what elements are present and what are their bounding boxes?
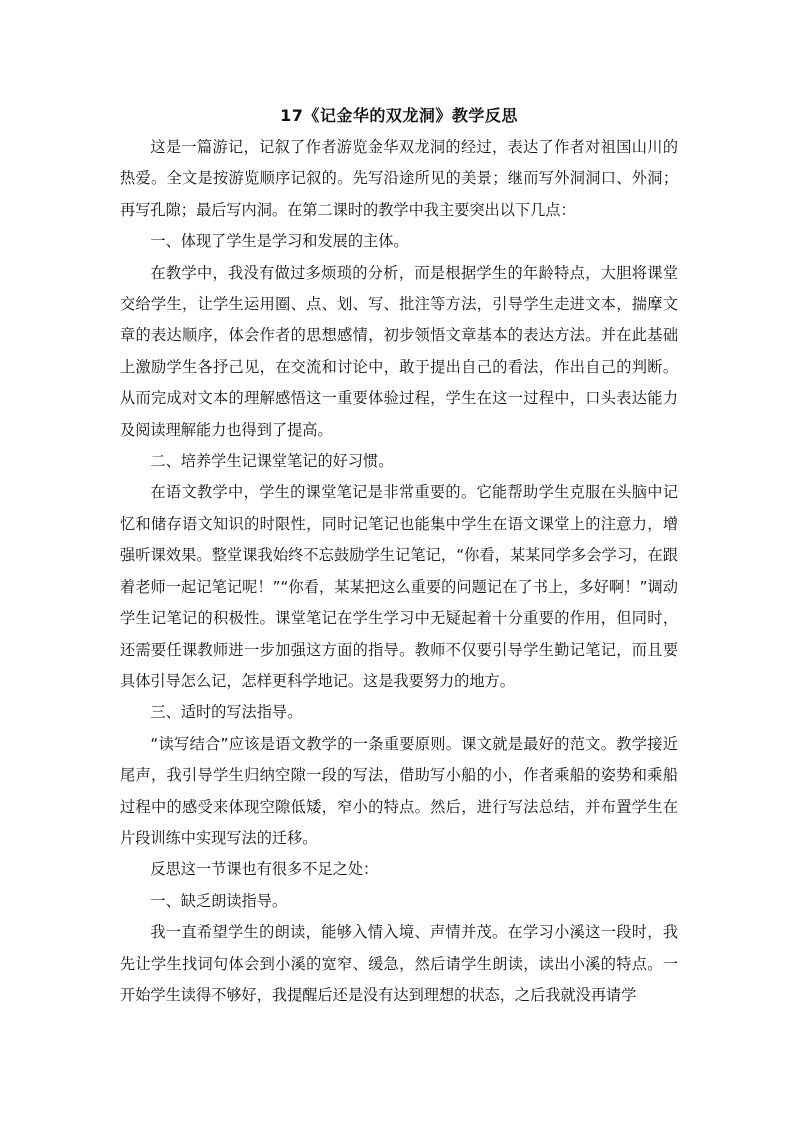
paragraph-intro: 这是一篇游记，记叙了作者游览金华双龙洞的经过，表达了作者对祖国山川的热爱。全文是按游览顺序记叙的。先写沿途所见的美景；继而写外洞洞口、外洞；再写孔隙；最后写内洞。在第二课时的教学中我主要突出以下几点： xyxy=(120,138,678,219)
paragraph-reflection-intro: 反思这一节课也有很多不足之处： xyxy=(150,860,379,879)
paragraph-heading-1: 一、体现了学生是学习和发展的主体。 xyxy=(150,232,409,251)
paragraph-body-3: “读写结合”应该是语文教学的一条重要原则。课文就是最好的范文。教学接近尾声，我引导学生归纳空隙一段的写法，借助写小船的小，作者乘船的姿势和乘船过程中的感受来体现空隙低矮，窄小的特点。然后，进行写法总结，并布置学生在片段训练中实现写法的迁移。 xyxy=(120,734,678,847)
paragraph-body-2: 在语文教学中，学生的课堂笔记是非常重要的。它能帮助学生克服在头脑中记忆和储存语文知识的时限性，同时记笔记也能集中学生在语文课堂上的注意力，增强听课效果。整堂课我始终不忘鼓励学生记笔记，“你看，某某同学多会学习，在跟着老师一起记笔记呢！”“你看，某某把这么重要的问题记在了书上，多好啊！”调动学生记笔记的积极性。课堂笔记在学生学习中无疑起着十分重要的作用，但同时，还需要任课教师进一步加强这方面的指导。教师不仅要引导学生勤记笔记，而且要具体引导怎么记，怎样更科学地记。这是我要努力的地方。 xyxy=(120,483,678,690)
paragraph-heading-2: 二、培养学生记课堂笔记的好习惯。 xyxy=(150,452,394,471)
paragraph-body-4: 我一直希望学生的朗读，能够入情入境、声情并茂。在学习小溪这一段时，我先让学生找词句体会到小溪的宽窄、缓急，然后请学生朗读，读出小溪的特点。一开始学生读得不够好，我提醒后还是没有达到理想的状态，之后我就没再请学 xyxy=(120,923,678,1004)
paragraph-heading-4: 一、缺乏朗读指导。 xyxy=(150,891,288,910)
paragraph-heading-3: 三、适时的写法指导。 xyxy=(150,703,303,722)
paragraph-body-1: 在教学中，我没有做过多烦琐的分析，而是根据学生的年龄特点，大胆将课堂交给学生，让学生运用圈、点、划、写、批注等方法，引导学生走进文本，揣摩文章的表达顺序，体会作者的思想感情，初步领悟文章基本的表达方法。并在此基础上激励学生各抒己见，在交流和讨论中，敢于提出自己的看法，作出自己的判断。从而完成对文本的理解感悟这一重要体验过程，学生在这一过程中，口头表达能力及阅读理解能力也得到了提高。 xyxy=(120,263,678,439)
document-body xyxy=(120,100,678,1011)
page-title: 17《记金华的双龙洞》教学反思 xyxy=(280,106,518,125)
